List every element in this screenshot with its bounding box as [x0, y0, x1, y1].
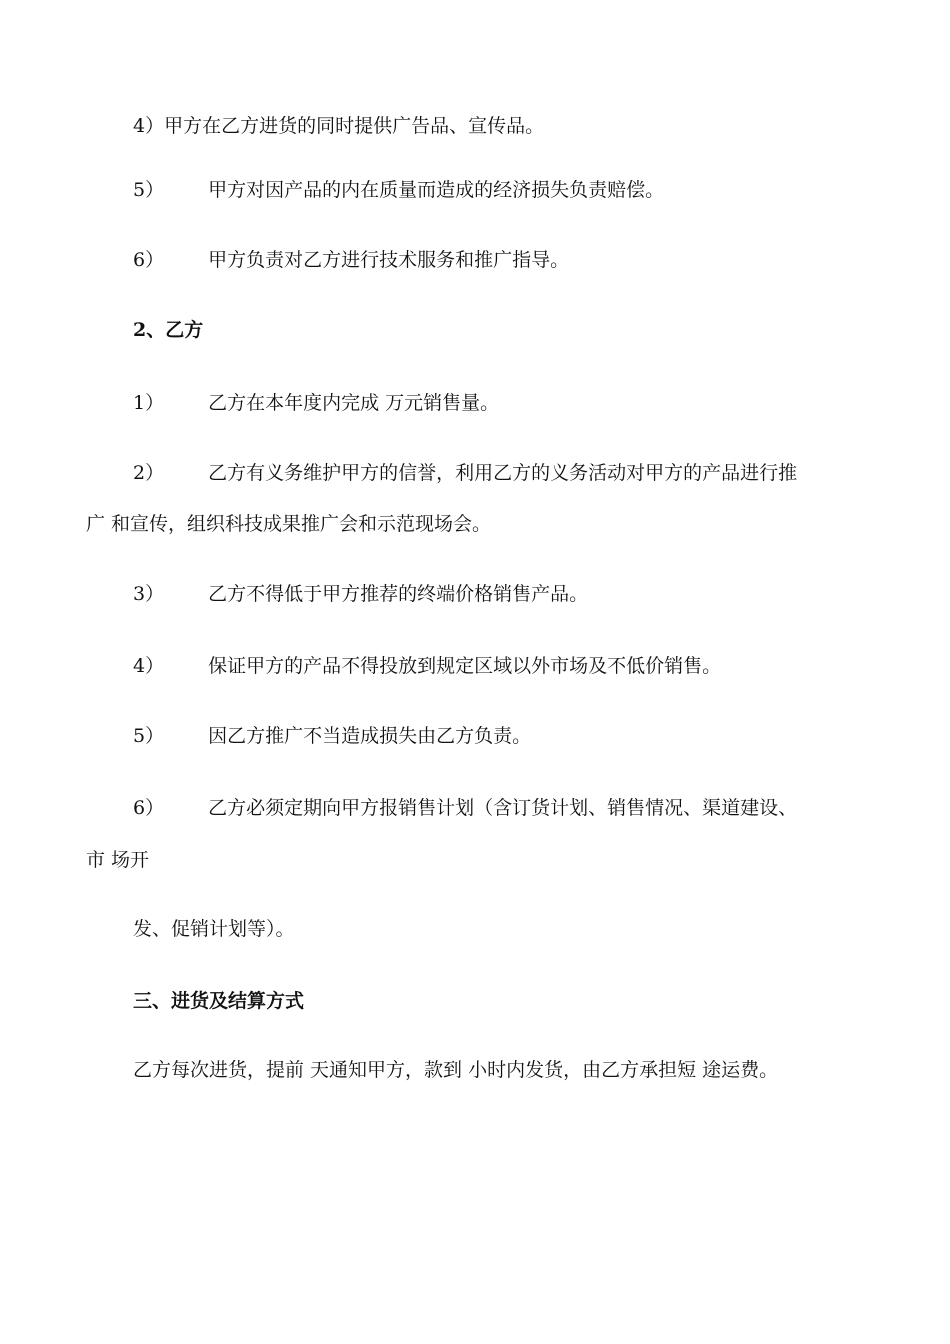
clause-text: 因乙方推广不当造成损失由乙方负责。 [208, 725, 532, 747]
clause-b6 [133, 796, 797, 820]
clause-number: 6） [133, 249, 165, 271]
clause-number: 1） [133, 392, 165, 414]
clause-number: 5） [133, 179, 165, 201]
clause-number: 4） [133, 655, 165, 677]
clause-number: 4） [133, 115, 165, 137]
clause-text: 市 场开 [86, 849, 150, 871]
clause-a6 [133, 248, 569, 272]
clause-b2 [133, 461, 797, 485]
clause-number: 6） [133, 797, 165, 819]
section-three-heading [133, 989, 304, 1013]
clause-b2-continued [86, 512, 491, 536]
clause-text: 乙方不得低于甲方推荐的终端价格销售产品。 [208, 583, 589, 605]
delivery-terms-paragraph [133, 1058, 778, 1082]
heading-text: 2、乙方 [133, 319, 204, 341]
clause-text: 甲方在乙方进货的同时提供广告品、宣传品。 [164, 115, 545, 137]
clause-text: 乙方必须定期向甲方报销售计划（含订货计划、销售情况、渠道建设、 [208, 797, 798, 819]
clause-text: 保证甲方的产品不得投放到规定区域以外市场及不低价销售。 [208, 655, 722, 677]
clause-text: 广 和宣传，组织科技成果推广会和示范现场会。 [86, 513, 492, 535]
clause-number: 5） [133, 725, 165, 747]
clause-text: 甲方负责对乙方进行技术服务和推广指导。 [208, 249, 570, 271]
clause-number: 3） [133, 583, 165, 605]
heading-text: 三、进货及结算方式 [133, 990, 305, 1012]
clause-b4 [133, 654, 721, 678]
clause-b1 [133, 391, 499, 415]
clause-text: 发、促销计划等）。 [133, 918, 295, 940]
section-party-b-heading [133, 318, 203, 342]
paragraph-text: 乙方每次进货，提前 天通知甲方，款到 小时内发货，由乙方承担短 途运费。 [133, 1059, 779, 1081]
clause-text: 甲方对因产品的内在质量而造成的经济损失负责赔偿。 [208, 179, 665, 201]
clause-b6-continued-2 [133, 917, 295, 941]
clause-text: 乙方有义务维护甲方的信誉，利用乙方的义务活动对甲方的产品进行推 [208, 462, 798, 484]
clause-b5 [133, 724, 531, 748]
clause-b3 [133, 582, 588, 606]
clause-a5 [133, 178, 664, 202]
clause-a4 [133, 114, 544, 138]
clause-text: 乙方在本年度内完成 万元销售量。 [208, 392, 500, 414]
clause-b6-continued [86, 848, 149, 872]
clause-number: 2） [133, 462, 165, 484]
